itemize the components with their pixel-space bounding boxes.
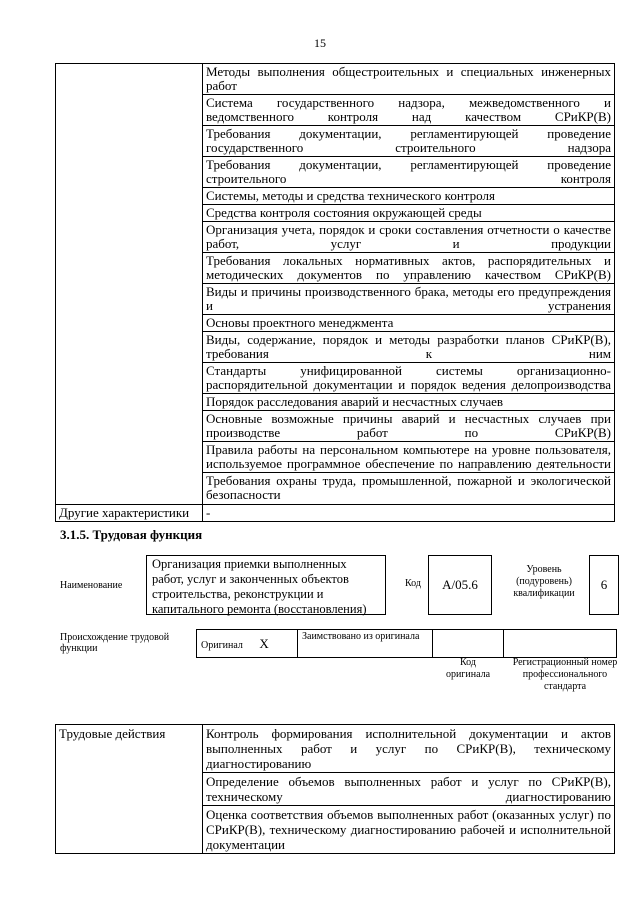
knowledge-item: Организация учета, порядок и сроки составления отчетности о качестве работ, услуг и продукции bbox=[203, 222, 615, 253]
origin-reg-number-cell bbox=[504, 630, 617, 658]
knowledge-item: Требования документации, регламентирующей проведение государственного строительного надзора bbox=[203, 126, 615, 157]
knowledge-table bbox=[55, 63, 615, 522]
knowledge-item: Виды, содержание, порядок и методы разработки планов СРиКР(В), требования к ним bbox=[203, 332, 615, 363]
origin-code-caption: Код оригинала bbox=[445, 657, 491, 680]
origin-original-label: Оригинал bbox=[201, 639, 243, 651]
function-name-label: Наименование bbox=[60, 580, 123, 591]
page-number: 15 bbox=[314, 36, 326, 50]
section-title: 3.1.5. Трудовая функция bbox=[60, 527, 203, 542]
knowledge-item: Требования локальных нормативных актов, распорядительных и методических документов по управлению качеством СРиКР(В) bbox=[203, 253, 615, 284]
knowledge-item: Система государственного надзора, межведомственного и ведомственного контроля над качеством СРиКР(В) bbox=[203, 95, 615, 126]
function-name-value: Организация приемки выполненных работ, услуг и законченных объектов строительства, реконструкции и капитального ремонта (восстановления) bbox=[146, 555, 386, 615]
knowledge-item: Средства контроля состояния окружающей среды bbox=[203, 205, 615, 222]
knowledge-item: Основные возможные причины аварий и несчастных случаев при производстве работ по СРиКР(В) bbox=[203, 411, 615, 442]
origin-original-mark: X bbox=[259, 635, 269, 651]
origin-original-cell bbox=[197, 630, 298, 658]
knowledge-item: Требования документации, регламентирующей проведение строительного контроля bbox=[203, 157, 615, 188]
knowledge-item: Системы, методы и средства технического контроля bbox=[203, 188, 615, 205]
knowledge-item: Основы проектного менеджмента bbox=[203, 315, 615, 332]
actions-table bbox=[55, 724, 615, 854]
origin-reg-caption: Регистрационный номер профессионального стандарта bbox=[512, 657, 618, 692]
function-code-value: A/05.6 bbox=[428, 555, 492, 615]
other-characteristics-label: Другие характеристики bbox=[56, 505, 203, 522]
action-item: Контроль формирования исполнительной документации и актов выполненных работ и услуг по СРиКР(В), техническому диагностированию bbox=[203, 725, 615, 773]
knowledge-item: Правила работы на персональном компьютере на уровне пользователя, используемое программное обеспечение по направлению деятельности bbox=[203, 442, 615, 473]
knowledge-item: Виды и причины производственного брака, методы его предупреждения и устранения bbox=[203, 284, 615, 315]
origin-borrowed-label: Заимствовано из оригинала bbox=[298, 630, 433, 658]
knowledge-item: Стандарты унифицированной системы организационно-распорядительной документации и порядок ведения делопроизводства bbox=[203, 363, 615, 394]
other-characteristics-value: - bbox=[203, 505, 615, 522]
origin-table bbox=[196, 629, 617, 658]
knowledge-item: Методы выполнения общестроительных и специальных инженерных работ bbox=[203, 64, 615, 95]
function-code-label: Код bbox=[405, 578, 421, 589]
knowledge-label-cell bbox=[56, 64, 203, 505]
origin-label: Происхождение трудовой функции bbox=[60, 632, 170, 654]
action-item: Оценка соответствия объемов выполненных работ (оказанных услуг) по СРиКР(В), техническому диагностированию рабочей и исполнительной документации bbox=[203, 806, 615, 854]
action-item: Определение объемов выполненных работ и услуг по СРиКР(В), техническому диагностированию bbox=[203, 773, 615, 806]
origin-code-cell bbox=[433, 630, 504, 658]
qualification-level-value: 6 bbox=[589, 555, 619, 615]
actions-label: Трудовые действия bbox=[56, 725, 203, 854]
knowledge-item: Требования охраны труда, промышленной, пожарной и экологической безопасности bbox=[203, 473, 615, 505]
knowledge-item: Порядок расследования аварий и несчастных случаев bbox=[203, 394, 615, 411]
qualification-level-label: Уровень (подуровень) квалификации bbox=[513, 564, 575, 599]
